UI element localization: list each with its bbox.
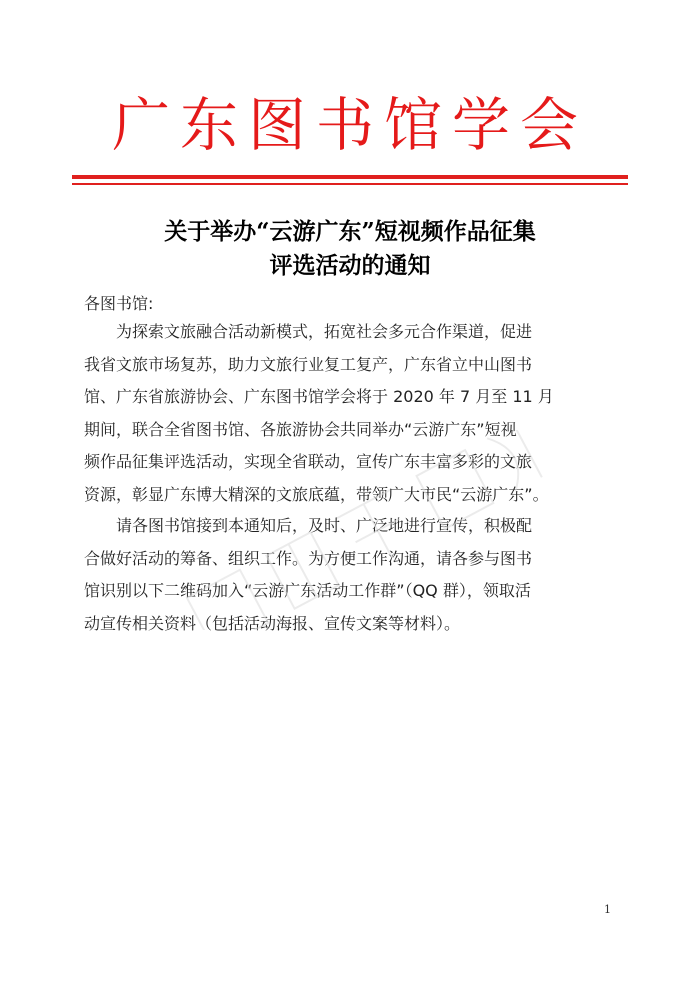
letterhead-rule-thick	[72, 175, 628, 179]
paragraph-line: 为探索文旅融合活动新模式，拓宽社会多元合作渠道，促进	[116, 322, 533, 341]
paragraph-line: 动宣传相关资料（包括活动海报、宣传文案等材料）。	[84, 613, 461, 633]
paragraph-line: 资源，彰显广东博大精深的文旅底蕴，带领广大市民“云游广东”。	[84, 484, 549, 504]
salutation: 各图书馆:	[84, 294, 154, 313]
paragraph-line: 合做好活动的筹备、组织工作。为方便工作沟通，请各参与图书	[84, 548, 533, 568]
document-title	[70, 215, 630, 283]
paragraph-line: 期间，联合全省图书馆、各旅游协会共同举办“云游广东”短视	[84, 419, 517, 439]
document-title-line-2: 评选活动的通知	[269, 252, 431, 279]
paragraph-line: 我省文旅市场复苏，助力文旅行业复工复产，广东省立中山图书	[84, 354, 533, 374]
letterhead-rule-thin	[72, 183, 628, 185]
paragraph-line: 馆、广东省旅游协会、广东图书馆学会将于 2020 年 7 月至 11 月	[84, 387, 554, 406]
paragraph-2	[84, 510, 616, 640]
paragraph-1	[84, 316, 616, 511]
page-number: 1	[604, 903, 611, 916]
paragraph-line: 馆识别以下二维码加入“云游广东活动工作群”（QQ 群），领取活	[84, 581, 531, 600]
paragraph-line: 请各图书馆接到本通知后，及时、广泛地进行宣传，积极配	[116, 516, 533, 535]
letterhead-org-name: 广东图书馆学会	[111, 91, 588, 159]
document-title-line-1: 关于举办“云游广东”短视频作品征集	[164, 218, 536, 245]
paragraph-line: 频作品征集评选活动，实现全省联动，宣传广东丰富多彩的文旅	[84, 452, 533, 471]
